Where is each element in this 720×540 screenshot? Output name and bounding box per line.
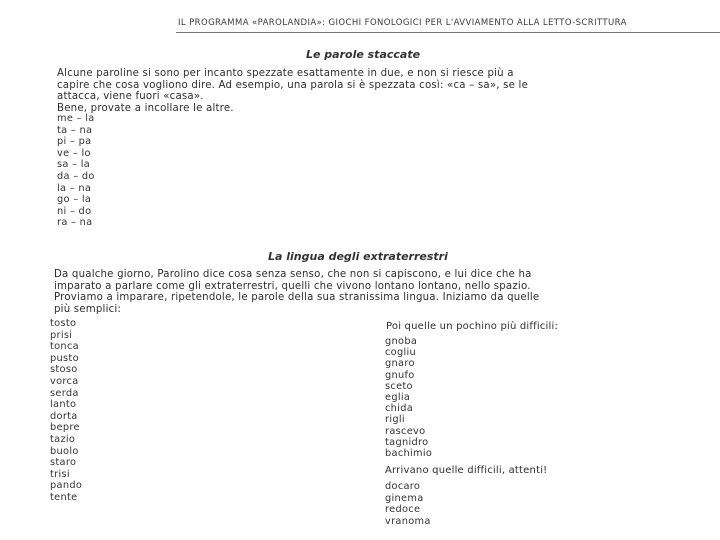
- paragraph-line: attacca, viene fuori «casa».: [57, 91, 204, 103]
- list-item: pi – pa: [57, 136, 92, 148]
- hardest-words-list: [385, 481, 431, 527]
- section-title-lingua-extraterrestri: La lingua degli extraterrestri: [268, 250, 448, 263]
- list-item: dorta: [50, 410, 78, 422]
- list-item: tagnidro: [385, 436, 429, 448]
- list-item: lanto: [50, 399, 77, 411]
- list-item: tente: [50, 491, 78, 503]
- list-item: gnaro: [385, 358, 415, 370]
- list-item: la – na: [57, 182, 92, 194]
- list-item: redoce: [385, 504, 421, 516]
- paragraph-line: Proviamo a imparare, ripetendole, le parole della sua stranissima lingua. Iniziamo da quelle: [54, 292, 540, 304]
- list-item: sceto: [385, 380, 413, 392]
- list-item: docaro: [385, 481, 421, 492]
- list-item: ni – do: [57, 205, 92, 217]
- list-item: gnufo: [385, 369, 415, 381]
- list-item: eglia: [385, 392, 411, 404]
- paragraph-line: Da qualche giorno, Parolino dice cosa senza senso, che non si capiscono, e lui dice che ha: [54, 269, 532, 280]
- list-item: gnoba: [385, 336, 418, 347]
- simple-words-list: [50, 318, 82, 504]
- list-item: trisi: [50, 468, 70, 480]
- list-item: vranoma: [385, 515, 431, 527]
- list-item: serda: [50, 387, 79, 399]
- list-item: cogliu: [385, 347, 417, 359]
- list-item: ginema: [385, 492, 424, 504]
- intro-paragraph-2: [54, 269, 539, 315]
- list-item: tonca: [50, 341, 79, 353]
- list-item: go – la: [57, 194, 92, 206]
- list-item: ve – lo: [57, 147, 91, 159]
- list-item: sa – la: [57, 159, 91, 171]
- list-item: pusto: [50, 352, 79, 364]
- paragraph-line: più semplici:: [54, 303, 122, 315]
- list-item: bachimio: [385, 448, 433, 460]
- list-item: chida: [385, 403, 414, 415]
- list-item: pando: [50, 480, 83, 492]
- list-item: rascevo: [385, 425, 426, 437]
- list-item: buolo: [50, 445, 79, 457]
- harder-words-heading: Poi quelle un pochino più difficili:: [386, 321, 559, 332]
- list-item: staro: [50, 457, 77, 469]
- list-item: bepre: [50, 422, 80, 434]
- list-item: ra – na: [57, 217, 93, 229]
- paragraph-line: capire che cosa vogliono dire. Ad esempio, una parola si è spezzata così: «ca – sa», se le: [57, 79, 529, 91]
- syllable-list: [57, 113, 95, 229]
- list-item: prisi: [50, 329, 73, 341]
- list-item: ta – na: [57, 124, 93, 136]
- list-item: vorca: [50, 375, 79, 387]
- list-item: tazio: [50, 433, 76, 445]
- header-rule: [176, 32, 720, 33]
- list-item: me – la: [57, 113, 95, 124]
- paragraph-line: Bene, provate a incollare le altre.: [57, 102, 234, 114]
- list-item: tosto: [50, 318, 77, 329]
- running-header: IL PROGRAMMA «PAROLANDIA»: GIOCHI FONOLOGICI PER L'AVVIAMENTO ALLA LETTO-SCRITTURA: [178, 18, 627, 28]
- intro-paragraph-1: [57, 68, 528, 114]
- hardest-words-heading: Arrivano quelle difficili, attenti!: [385, 465, 548, 476]
- paragraph-line: imparato a parlare come gli extraterrestri, quelli che vivono lontano lontano, nello spazio.: [54, 280, 531, 292]
- list-item: da – do: [57, 170, 95, 182]
- section-title-parole-staccate: Le parole staccate: [306, 48, 421, 61]
- list-item: stoso: [50, 364, 78, 376]
- list-item: rigli: [385, 414, 405, 426]
- harder-words-list: [385, 336, 432, 459]
- paragraph-line: Alcune paroline si sono per incanto spezzate esattamente in due, e non si riesce più a: [57, 68, 514, 79]
